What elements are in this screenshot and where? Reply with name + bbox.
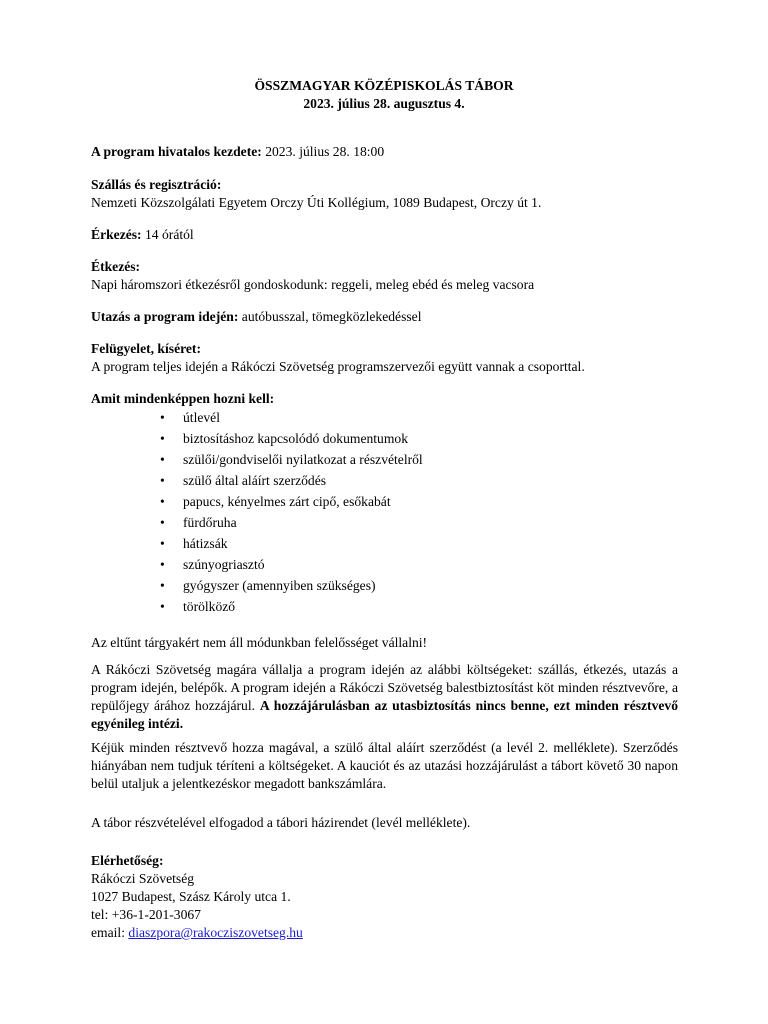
document-title: ÖSSZMAGYAR KÖZÉPISKOLÁS TÁBOR [254,78,514,93]
bullet-icon: • [160,578,165,593]
list-item: • szúnyogriasztó [160,554,423,575]
bullet-icon: • [160,494,165,509]
bullet-icon: • [160,431,165,446]
travel-label: Utazás a program idején: [91,309,239,324]
contact-address: 1027 Budapest, Szász Károly utca 1. [91,889,291,904]
arrival-value: 14 órától [145,227,194,242]
house-rules-notice: A tábor részvételével elfogadod a tábori házirendet (levél melléklete). [91,815,471,830]
supervision-section [91,340,678,376]
supervision-label: Felügyelet, kíséret: [91,341,201,356]
contract-paragraph: Kéjük minden résztvevő hozza magával, a szülő által aláírt szerződést (a levél 2. melléklete). Szerződés hiányában nem tudjuk téríteni a költségeket. A kauciót és az utazási hozzájárulást a tábort követő 30 napon belül utaljuk a jelentkezéskor megadott bankszámlára. [91,740,678,791]
contact-org: Rákóczi Szövetség [91,871,195,886]
lost-items-notice: Az eltűnt tárgyakért nem áll módunkban felelősséget vállalni! [91,635,428,650]
list-item: • szülői/gondviselői nyilatkozat a részvételről [160,449,423,470]
list-item: • biztosításhoz kapcsolódó dokumentumok [160,428,423,449]
bullet-icon: • [160,557,165,572]
meals-value: Napi háromszori étkezésről gondoskodunk: reggeli, meleg ebéd és meleg vacsora [91,277,535,292]
list-item: • hátizsák [160,533,423,554]
contact-email-link[interactable]: diaszpora@rakocziszovetseg.hu [128,925,303,940]
lodging-value: Nemzeti Közszolgálati Egyetem Orczy Úti Kollégium, 1089 Budapest, Orczy út 1. [91,195,542,210]
bullet-icon: • [160,536,165,551]
program-start-value: 2023. július 28. 18:00 [265,144,385,159]
bullet-icon: • [160,410,165,425]
bullet-icon: • [160,599,165,614]
lodging-section [91,176,678,212]
bullet-icon: • [160,452,165,467]
bullet-icon: • [160,473,165,488]
contact-phone: tel: +36-1-201-3067 [91,907,201,922]
contact-email-line [91,924,678,942]
meals-section [91,258,678,294]
camp-dates: 2023. július 28. augusztus 4. [303,96,465,111]
arrival-label: Érkezés: [91,227,142,242]
contact-email-label: email: [91,925,125,940]
list-item: • papucs, kényelmes zárt cipő, esőkabát [160,491,423,512]
arrival [91,226,678,244]
insurance-notice: A hozzájárulásban az utasbiztosítás nincs benne, ezt minden résztvevő egyénileg intézi. [91,698,679,731]
costs-paragraph [91,661,678,733]
list-item: • útlevél [160,407,423,428]
costs-text: A Rákóczi Szövetség magára vállalja a program idején az alábbi költségeket: szállás, étkezés, utazás a program idején, belépők. A program idején a Rákóczi Szövetség balestbiztosítást köt minden résztvevőre, a repülőjegy árához hozzájárul. [91,662,678,713]
travel [91,308,678,326]
travel-value: autóbusszal, tömegközlekedéssel [241,309,422,324]
bullet-icon: • [160,515,165,530]
program-start [91,143,678,161]
list-item: • fürdőruha [160,512,423,533]
list-item: • gyógyszer (amennyiben szükséges) [160,575,423,596]
program-start-label: A program hivatalos kezdete: [91,144,262,159]
list-item: • szülő által aláírt szerződés [160,470,423,491]
list-item: • törölköző [160,596,423,617]
contact-label: Elérhetőség: [91,853,164,868]
lodging-label: Szállás és regisztráció: [91,177,222,192]
supervision-value: A program teljes idején a Rákóczi Szövetség programszervezői együtt vannak a csoporttal. [91,359,585,374]
contact-section [91,852,678,942]
meals-label: Étkezés: [91,259,141,274]
bring-list [160,407,423,617]
bring-heading: Amit mindenképpen hozni kell: [91,391,275,406]
